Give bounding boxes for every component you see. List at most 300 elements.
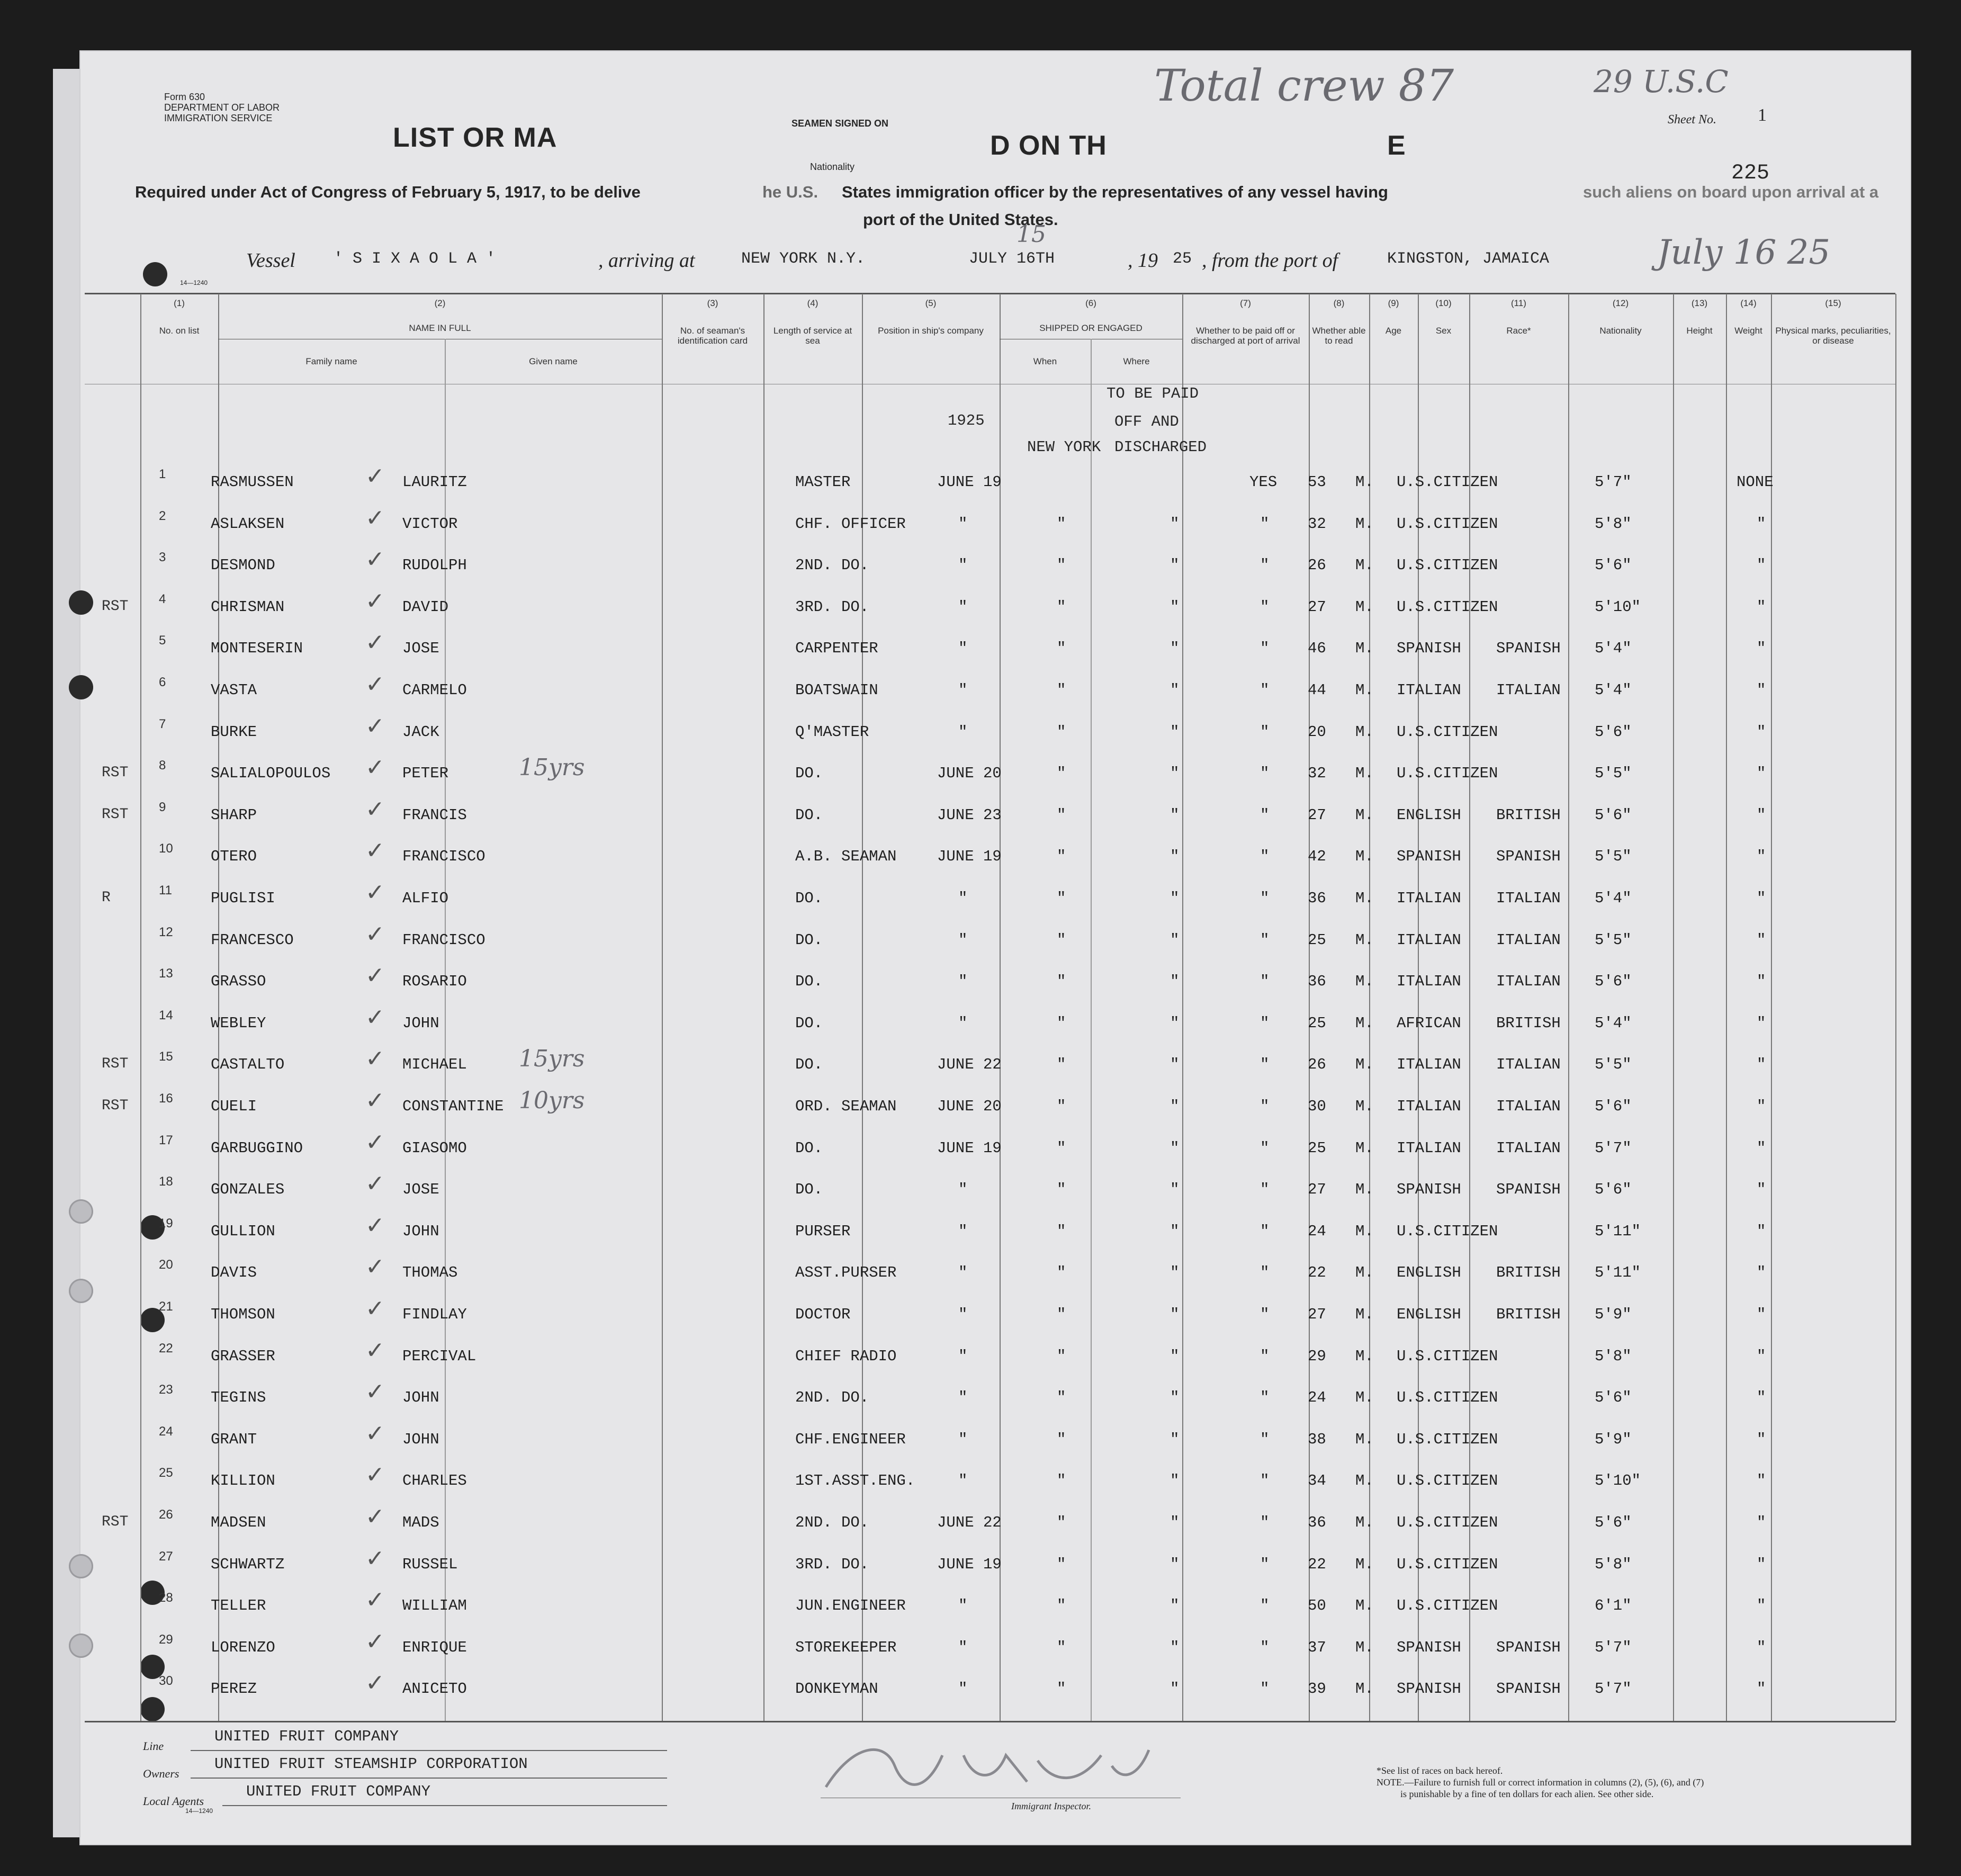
- cell-race: U.S.CITIZEN: [1397, 598, 1498, 616]
- required-line-1: Required under Act of Congress of February 5, 1917, to be delive: [135, 183, 641, 201]
- cell-family: GARBUGGINO: [211, 1139, 303, 1157]
- cell-race: U.S.CITIZEN: [1397, 723, 1498, 741]
- cell-position: DO.: [795, 931, 823, 949]
- cell-where: ": [1057, 1430, 1066, 1448]
- cell-height: 5'6": [1595, 806, 1632, 824]
- cell-age: 36: [1308, 890, 1326, 907]
- cell-when: ": [958, 681, 968, 699]
- column-header: Whether able to read: [1312, 326, 1366, 346]
- cell-sex: M.: [1355, 973, 1374, 991]
- cell-when: ": [958, 1306, 968, 1323]
- table-row: [79, 461, 1911, 502]
- cell-read: ": [1260, 1014, 1270, 1032]
- cell-n: 27: [159, 1549, 173, 1564]
- table-row: [79, 586, 1911, 627]
- arrival-port: NEW YORK N.Y.: [741, 250, 866, 268]
- cell-family: OTERO: [211, 848, 257, 866]
- table-row: [79, 1293, 1911, 1334]
- cell-height: 5'6": [1595, 1181, 1632, 1199]
- cell-height: 5'6": [1595, 1389, 1632, 1407]
- cell-when: ": [958, 1638, 968, 1656]
- cell-position: CARPENTER: [795, 640, 878, 658]
- cell-given: MADS: [402, 1514, 439, 1531]
- cell-n: 18: [159, 1174, 173, 1189]
- column-number: (13): [1691, 298, 1708, 308]
- cell-family: MADSEN: [211, 1514, 266, 1531]
- cell-given: PETER: [402, 765, 449, 783]
- department: DEPARTMENT OF LABOR: [164, 102, 280, 113]
- margin-note: RST: [102, 1514, 129, 1530]
- cell-where: ": [1057, 1638, 1066, 1656]
- cell-position: DO.: [795, 1139, 823, 1157]
- cell-read: ": [1260, 973, 1270, 991]
- table-row: [79, 502, 1911, 544]
- cell-family: WEBLEY: [211, 1014, 266, 1032]
- cell-n: 6: [159, 675, 166, 689]
- cell-marks: ": [1757, 515, 1766, 533]
- check-mark-icon: ✓: [365, 629, 385, 657]
- cell-n: 3: [159, 550, 166, 565]
- cell-position: DO.: [795, 806, 823, 824]
- check-mark-icon: ✓: [365, 463, 385, 490]
- table-row: [79, 1626, 1911, 1667]
- cell-nationality: BRITISH: [1496, 1264, 1561, 1282]
- column-header: Race*: [1506, 326, 1531, 336]
- cell-n: 16: [159, 1091, 173, 1106]
- cell-where: ": [1057, 806, 1066, 824]
- cell-family: GRANT: [211, 1430, 257, 1448]
- cell-n: 22: [159, 1341, 173, 1356]
- cell-where: ": [1057, 598, 1066, 616]
- year-prefix: , 19: [1128, 249, 1158, 272]
- cell-where: ": [1057, 681, 1066, 699]
- cell-paid: ": [1170, 515, 1180, 533]
- check-mark-icon: ✓: [365, 1087, 385, 1114]
- cell-given: ENRIQUE: [402, 1638, 467, 1656]
- cell-n: 8: [159, 758, 166, 773]
- table-row: [79, 877, 1911, 918]
- cell-given: ALFIO: [402, 890, 449, 907]
- cell-paid: ": [1170, 556, 1180, 575]
- cell-height: 5'8": [1595, 515, 1632, 533]
- table-row: [79, 1210, 1911, 1251]
- table-row: [79, 1418, 1911, 1459]
- cell-race: AFRICAN: [1397, 1014, 1461, 1032]
- cell-position: 2ND. DO.: [795, 1389, 869, 1407]
- cell-sex: M.: [1355, 848, 1374, 866]
- cell-where: ": [1057, 765, 1066, 783]
- cell-where: ": [1057, 931, 1066, 949]
- cell-race: ITALIAN: [1397, 931, 1461, 949]
- cell-read: ": [1260, 806, 1270, 824]
- column-header: Whether to be paid off or discharged at port of arrival: [1191, 326, 1300, 346]
- cell-when: JUNE 19: [937, 1139, 1002, 1157]
- cell-paid: ": [1170, 890, 1180, 907]
- cell-family: GULLION: [211, 1222, 275, 1240]
- cell-paid: ": [1170, 1389, 1180, 1407]
- manifest-sheet: [79, 50, 1911, 1845]
- cell-read: ": [1260, 1222, 1270, 1240]
- sheet-number: 1: [1758, 105, 1767, 125]
- cell-read: ": [1260, 1555, 1270, 1573]
- cell-age: 27: [1308, 598, 1326, 616]
- cell-read: ": [1260, 1472, 1270, 1490]
- check-mark-icon: ✓: [365, 1420, 385, 1447]
- check-mark-icon: ✓: [365, 795, 385, 823]
- cell-family: THOMSON: [211, 1306, 275, 1323]
- cell-n: 10: [159, 841, 173, 856]
- cell-where: ": [1057, 1139, 1066, 1157]
- cell-race: U.S.CITIZEN: [1397, 1389, 1498, 1407]
- cell-paid: ": [1170, 1680, 1180, 1698]
- cell-height: 5'6": [1595, 723, 1632, 741]
- inspector-signature: [805, 1734, 1186, 1803]
- cell-sex: M.: [1355, 1389, 1374, 1407]
- cell-sex: M.: [1355, 1430, 1374, 1448]
- column-number: (12): [1612, 298, 1629, 308]
- table-row: [79, 1002, 1911, 1043]
- cell-race: U.S.CITIZEN: [1397, 515, 1498, 533]
- cell-age: 42: [1308, 848, 1326, 866]
- cell-when: JUNE 22: [937, 1514, 1002, 1531]
- cell-age: 37: [1308, 1638, 1326, 1656]
- agents-underline: [222, 1805, 667, 1806]
- cell-race: U.S.CITIZEN: [1397, 1430, 1498, 1448]
- cell-race: U.S.CITIZEN: [1397, 1597, 1498, 1615]
- cell-family: SALIALOPOULOS: [211, 765, 331, 783]
- cell-position: CHIEF RADIO: [795, 1347, 897, 1365]
- cell-sex: M.: [1355, 1014, 1374, 1032]
- cell-given: RUSSEL: [402, 1555, 458, 1573]
- cell-race: SPANISH: [1397, 1638, 1461, 1656]
- cell-read: ": [1260, 1680, 1270, 1698]
- cell-nationality: BRITISH: [1496, 1014, 1561, 1032]
- cell-given: JOHN: [402, 1222, 439, 1240]
- check-mark-icon: ✓: [365, 1253, 385, 1281]
- printing-code: 14—1240: [180, 279, 208, 286]
- cell-sex: M.: [1355, 1264, 1374, 1282]
- cell-given: JOHN: [402, 1430, 439, 1448]
- column-number: (6): [1085, 298, 1096, 308]
- check-mark-icon: ✓: [365, 1003, 385, 1031]
- inspector-label: Immigrant Inspector.: [1011, 1801, 1091, 1811]
- cell-read: ": [1260, 1306, 1270, 1323]
- cell-family: CASTALTO: [211, 1056, 285, 1074]
- check-mark-icon: ✓: [365, 1295, 385, 1322]
- vessel-name: ' S I X A O L A ': [334, 250, 496, 268]
- check-mark-icon: ✓: [365, 1503, 385, 1530]
- form-info: [164, 92, 280, 123]
- cell-position: 2ND. DO.: [795, 1514, 869, 1531]
- cell-position: 3RD. DO.: [795, 1555, 869, 1573]
- cell-position: DO.: [795, 973, 823, 991]
- table-bottom-border: [85, 1721, 1895, 1722]
- cell-when: ": [958, 598, 968, 616]
- cell-nationality: SPANISH: [1496, 1680, 1561, 1698]
- cell-when: ": [958, 1264, 968, 1282]
- cell-marks: ": [1757, 1389, 1766, 1407]
- cell-when: ": [958, 640, 968, 658]
- cell-age: 25: [1308, 931, 1326, 949]
- cell-height: 5'4": [1595, 681, 1632, 699]
- cell-when: ": [958, 931, 968, 949]
- column-header: Nationality: [1599, 326, 1642, 336]
- column-number: (5): [925, 298, 937, 308]
- column-header: No. of seaman's identification card: [677, 326, 748, 346]
- cell-when: JUNE 20: [937, 1098, 1002, 1115]
- cell-nationality: ITALIAN: [1496, 973, 1561, 991]
- cell-sex: M.: [1355, 1056, 1374, 1074]
- cell-marks: ": [1757, 723, 1766, 741]
- cell-given: THOMAS: [402, 1264, 458, 1282]
- cell-position: Q'MASTER: [795, 723, 869, 741]
- cell-marks: ": [1757, 681, 1766, 699]
- cell-paid: ": [1170, 1181, 1180, 1199]
- cell-marks: ": [1757, 1597, 1766, 1615]
- cell-sex: M.: [1355, 931, 1374, 949]
- cell-race: U.S.CITIZEN: [1397, 1514, 1498, 1531]
- cell-where: ": [1057, 1264, 1066, 1282]
- check-mark-icon: ✓: [365, 1669, 385, 1697]
- footer-printing-code: 14—1240: [185, 1807, 213, 1815]
- table-row: [79, 794, 1911, 835]
- cell-marks: ": [1757, 1056, 1766, 1074]
- cell-where: ": [1057, 1680, 1066, 1698]
- check-mark-icon: ✓: [365, 837, 385, 865]
- column-header: Weight: [1734, 326, 1762, 336]
- table-row: [79, 1376, 1911, 1417]
- cell-when: ": [958, 1597, 968, 1615]
- cell-race: ENGLISH: [1397, 1306, 1461, 1323]
- paid-text-3: DISCHARGED: [1114, 438, 1207, 456]
- cell-height: 5'9": [1595, 1430, 1632, 1448]
- column-header: SHIPPED OR ENGAGED: [1039, 323, 1143, 333]
- cell-n: 24: [159, 1424, 173, 1439]
- cell-position: BOATSWAIN: [795, 681, 878, 699]
- cell-race: ENGLISH: [1397, 806, 1461, 824]
- cell-n: 5: [159, 633, 166, 648]
- seamen-signed-label: SEAMEN SIGNED ON: [791, 118, 889, 129]
- cell-read: ": [1260, 515, 1270, 533]
- cell-given: FRANCISCO: [402, 848, 485, 866]
- cell-height: 5'7": [1595, 1139, 1632, 1157]
- cell-sex: M.: [1355, 1306, 1374, 1323]
- cell-read: ": [1260, 765, 1270, 783]
- cell-where: ": [1057, 1514, 1066, 1531]
- cell-paid: ": [1170, 973, 1180, 991]
- cell-sex: M.: [1355, 515, 1374, 533]
- cell-sex: M.: [1355, 806, 1374, 824]
- cell-height: 5'11": [1595, 1222, 1641, 1240]
- cell-paid: ": [1170, 931, 1180, 949]
- handwritten-service-note: 15yrs: [519, 1045, 585, 1073]
- cell-when: ": [958, 1389, 968, 1407]
- cell-nationality: SPANISH: [1496, 848, 1561, 866]
- cell-read: ": [1260, 1430, 1270, 1448]
- cell-where: ": [1057, 1597, 1066, 1615]
- margin-note: R: [102, 890, 111, 906]
- cell-family: DESMOND: [211, 556, 275, 575]
- cell-position: STOREKEEPER: [795, 1638, 897, 1656]
- from-port: KINGSTON, JAMAICA: [1387, 250, 1550, 268]
- cell-marks: ": [1757, 598, 1766, 616]
- cell-paid: ": [1170, 1098, 1180, 1115]
- cell-given: FRANCIS: [402, 806, 467, 824]
- cell-marks: ": [1757, 1264, 1766, 1282]
- cell-height: 5'5": [1595, 931, 1632, 949]
- cell-position: DO.: [795, 765, 823, 783]
- cell-sex: M.: [1355, 681, 1374, 699]
- cell-family: TELLER: [211, 1597, 266, 1615]
- cell-where: ": [1057, 1347, 1066, 1365]
- cell-age: 32: [1308, 765, 1326, 783]
- cell-family: PEREZ: [211, 1680, 257, 1698]
- cell-sex: M.: [1355, 1555, 1374, 1573]
- cell-nationality: ITALIAN: [1496, 681, 1561, 699]
- cell-sex: M.: [1355, 1098, 1374, 1115]
- cell-when: JUNE 22: [937, 1056, 1002, 1074]
- cell-age: 25: [1308, 1014, 1326, 1032]
- cell-race: U.S.CITIZEN: [1397, 765, 1498, 783]
- cell-where: ": [1057, 1181, 1066, 1199]
- cell-nationality: SPANISH: [1496, 1638, 1561, 1656]
- nationality-label: Nationality: [810, 161, 855, 172]
- column-number: (7): [1240, 298, 1251, 308]
- cell-read: ": [1260, 1638, 1270, 1656]
- cell-read: ": [1260, 890, 1270, 907]
- cell-height: 5'6": [1595, 1514, 1632, 1531]
- cell-sex: M.: [1355, 473, 1374, 491]
- table-row: [79, 752, 1911, 793]
- note-fine: is punishable by a fine of ten dollars for each alien. See other side.: [1400, 1789, 1654, 1799]
- cell-given: JOHN: [402, 1389, 439, 1407]
- column-header: Sex: [1435, 326, 1452, 336]
- check-mark-icon: ✓: [365, 920, 385, 948]
- table-row: [79, 1584, 1911, 1626]
- cell-position: DOCTOR: [795, 1306, 851, 1323]
- cell-read: ": [1260, 848, 1270, 866]
- margin-note: RST: [102, 765, 129, 782]
- required-line-mid: he U.S.: [762, 183, 818, 201]
- cell-paid: ": [1170, 1597, 1180, 1615]
- cell-when: JUNE 23: [937, 806, 1002, 824]
- cell-where: ": [1057, 890, 1066, 907]
- table-row: [79, 835, 1911, 876]
- line-underline: [191, 1750, 667, 1751]
- cell-paid: ": [1170, 1056, 1180, 1074]
- cell-when: ": [958, 1014, 968, 1032]
- cell-where: ": [1057, 515, 1066, 533]
- cell-family: DAVIS: [211, 1264, 257, 1282]
- cell-n: 25: [159, 1466, 173, 1480]
- cell-given: FRANCISCO: [402, 931, 485, 949]
- cell-age: 24: [1308, 1222, 1326, 1240]
- margin-note: RST: [102, 1056, 129, 1073]
- cell-age: 29: [1308, 1347, 1326, 1365]
- cell-marks: ": [1757, 1555, 1766, 1573]
- cell-paid: ": [1170, 1306, 1180, 1323]
- cell-paid: ": [1170, 848, 1180, 866]
- table-row: [79, 1127, 1911, 1168]
- cell-age: 50: [1308, 1597, 1326, 1615]
- cell-age: 36: [1308, 973, 1326, 991]
- cell-where: ": [1057, 1472, 1066, 1490]
- cell-given: DAVID: [402, 598, 449, 616]
- column-header: Age: [1385, 326, 1402, 336]
- cell-marks: NONE: [1737, 473, 1774, 491]
- cell-age: 46: [1308, 640, 1326, 658]
- cell-nationality: ITALIAN: [1496, 1139, 1561, 1157]
- binder-hole: [143, 262, 167, 286]
- cell-sex: M.: [1355, 765, 1374, 783]
- cell-paid: ": [1170, 1014, 1180, 1032]
- cell-given: LAURITZ: [402, 473, 467, 491]
- vessel-label: Vessel: [246, 249, 295, 272]
- cell-family: GRASSER: [211, 1347, 275, 1365]
- cell-where: ": [1057, 723, 1066, 741]
- cell-read: ": [1260, 1347, 1270, 1365]
- title-part-1: LIST OR MA: [393, 122, 557, 153]
- cell-n: 28: [159, 1591, 173, 1605]
- cell-marks: ": [1757, 931, 1766, 949]
- cell-age: 34: [1308, 1472, 1326, 1490]
- cell-paid: ": [1170, 1638, 1180, 1656]
- cell-sex: M.: [1355, 1638, 1374, 1656]
- cell-given: CARMELO: [402, 681, 467, 699]
- table-top-border: [85, 293, 1895, 294]
- cell-position: 3RD. DO.: [795, 598, 869, 616]
- column-subheader: When: [1033, 356, 1057, 366]
- cell-sex: M.: [1355, 1680, 1374, 1698]
- cell-family: MONTESERIN: [211, 640, 303, 658]
- cell-marks: ": [1757, 1306, 1766, 1323]
- cell-sex: M.: [1355, 598, 1374, 616]
- cell-marks: ": [1757, 556, 1766, 575]
- check-mark-icon: ✓: [365, 587, 385, 615]
- cell-height: 5'7": [1595, 473, 1632, 491]
- cell-paid: ": [1170, 765, 1180, 783]
- cell-marks: ": [1757, 1514, 1766, 1531]
- cell-n: 15: [159, 1049, 173, 1064]
- column-subheader: Family name: [305, 356, 357, 366]
- check-mark-icon: ✓: [365, 1586, 385, 1614]
- cell-marks: ": [1757, 848, 1766, 866]
- cell-when: ": [958, 1181, 968, 1199]
- cell-marks: ": [1757, 1139, 1766, 1157]
- column-number: (1): [174, 298, 185, 308]
- cell-position: 2ND. DO.: [795, 556, 869, 575]
- cell-n: 21: [159, 1299, 173, 1314]
- cell-marks: ": [1757, 1347, 1766, 1365]
- cell-where: ": [1057, 556, 1066, 575]
- cell-height: 5'6": [1595, 556, 1632, 575]
- cell-race: U.S.CITIZEN: [1397, 556, 1498, 575]
- cell-age: 24: [1308, 1389, 1326, 1407]
- table-row: [79, 1251, 1911, 1292]
- table-row: [79, 1543, 1911, 1584]
- check-mark-icon: ✓: [365, 1045, 385, 1073]
- note-races: *See list of races on back hereof.: [1377, 1765, 1503, 1776]
- check-mark-icon: ✓: [365, 962, 385, 990]
- cell-family: SHARP: [211, 806, 257, 824]
- check-mark-icon: ✓: [365, 1378, 385, 1406]
- column-header: Position in ship's company: [878, 326, 984, 336]
- cell-paid: ": [1170, 640, 1180, 658]
- cell-marks: ": [1757, 806, 1766, 824]
- cell-read: ": [1260, 598, 1270, 616]
- cell-height: 5'5": [1595, 848, 1632, 866]
- column-subheader: Given name: [529, 356, 578, 366]
